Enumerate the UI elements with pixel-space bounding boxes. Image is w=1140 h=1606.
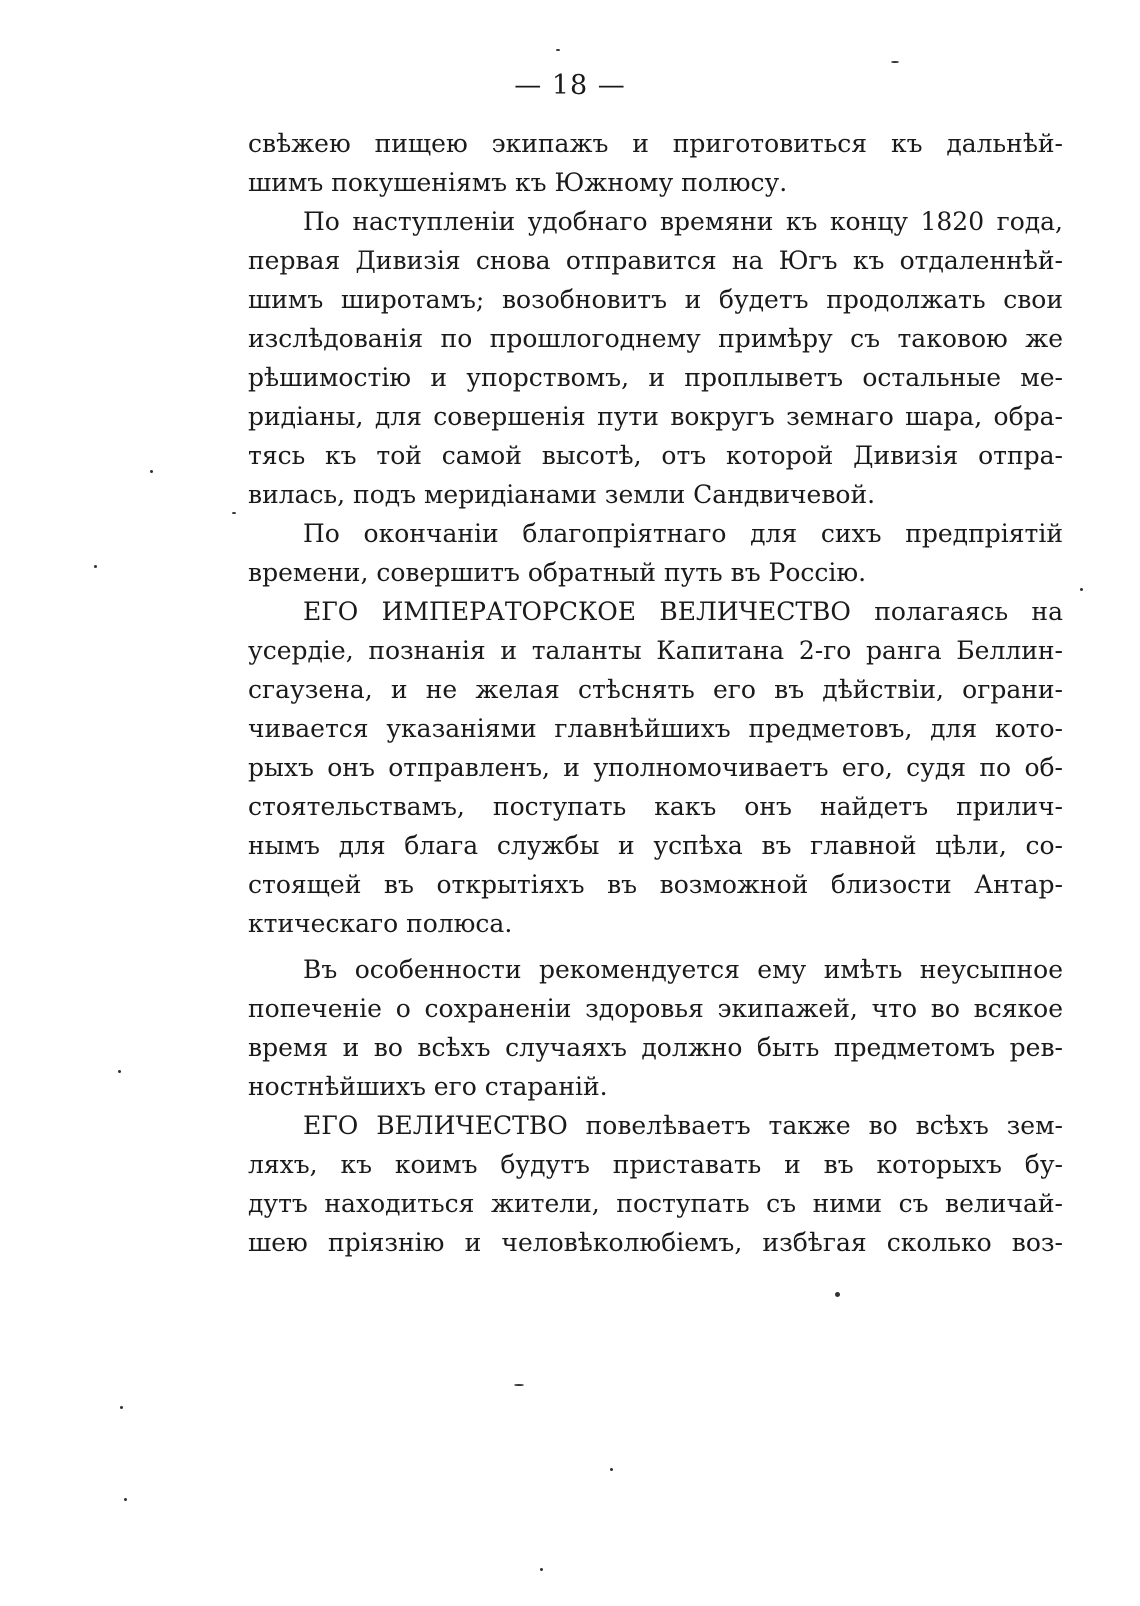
scan-speck bbox=[891, 61, 899, 63]
scan-speck bbox=[120, 1406, 123, 1409]
scan-speck bbox=[124, 1498, 127, 1501]
scan-speck bbox=[514, 1384, 524, 1386]
scan-speck bbox=[556, 49, 560, 51]
text-line: Въ особенности рекомендуется ему имѣть неусыпное bbox=[303, 955, 1063, 984]
text-line: изслѣдованія по прошлогоднему примѣру съ таковою же bbox=[248, 324, 1063, 353]
text-line: первая Дивизія снова отправится на Югъ къ отдаленнѣй- bbox=[248, 246, 1063, 275]
scan-speck bbox=[150, 470, 153, 473]
text-line: ностнѣйшихъ его стараній. bbox=[248, 1072, 608, 1101]
text-line: шимъ покушеніямъ къ Южному полюсу. bbox=[248, 168, 788, 197]
text-line: стоящей въ открытіяхъ въ возможной близости Антар- bbox=[248, 870, 1063, 899]
text-line: вилась, подъ меридіанами земли Сандвичевой. bbox=[248, 480, 876, 509]
text-line: свѣжею пищею экипажъ и приготовиться къ дальнѣй- bbox=[248, 129, 1063, 158]
scan-speck bbox=[1080, 588, 1083, 591]
text-line: сгаузена, и не желая стѣснять его въ дѣйствіи, ограни- bbox=[248, 675, 1063, 704]
text-line: ляхъ, къ коимъ будутъ приставать и въ которыхъ бу- bbox=[248, 1150, 1063, 1179]
page-number: — 18 — bbox=[514, 70, 626, 101]
text-line: шею пріязнію и человѣколюбіемъ, избѣгая сколько воз- bbox=[248, 1228, 1063, 1257]
scan-speck bbox=[610, 1468, 613, 1471]
text-line: чивается указаніями главнѣйшихъ предметовъ, для кото- bbox=[248, 714, 1063, 743]
scan-speck bbox=[232, 512, 236, 514]
text-line: шимъ широтамъ; возобновитъ и будетъ продолжать свои bbox=[248, 285, 1063, 314]
text-line: По наступленіи удобнаго времяни къ концу 1820 года, bbox=[303, 207, 1063, 236]
text-line: дутъ находиться жители, поступать съ ними съ величай- bbox=[248, 1189, 1063, 1218]
text-line: ЕГО ИМПЕРАТОРСКОЕ ВЕЛИЧЕСТВО полагаясь на bbox=[303, 597, 1063, 626]
text-line: ктическаго полюса. bbox=[248, 909, 513, 938]
body-text bbox=[248, 124, 1063, 1262]
text-line: попеченіе о сохраненіи здоровья экипажей, что во всякое bbox=[248, 994, 1063, 1023]
text-line: ридіаны, для совершенія пути вокругъ земнаго шара, обра- bbox=[248, 402, 1063, 431]
scan-speck bbox=[118, 1070, 121, 1073]
text-line: усердіе, познанія и таланты Капитана 2-го ранга Беллин- bbox=[248, 636, 1063, 665]
text-line: рѣшимостію и упорствомъ, и проплыветъ остальные ме- bbox=[248, 363, 1063, 392]
text-line: стоятельствамъ, поступать какъ онъ найдетъ прилич- bbox=[248, 792, 1063, 821]
scan-speck bbox=[540, 1568, 543, 1571]
text-line: ЕГО ВЕЛИЧЕСТВО повелѣваетъ также во всѣхъ зем- bbox=[303, 1111, 1063, 1140]
scan-speck bbox=[835, 1292, 840, 1297]
text-line: времени, совершитъ обратный путь въ Россію. bbox=[248, 558, 867, 587]
scan-speck bbox=[94, 565, 97, 568]
text-line: рыхъ онъ отправленъ, и уполномочиваетъ его, судя по об- bbox=[248, 753, 1063, 782]
text-line: тясь къ той самой высотѣ, отъ которой Дивизія отпра- bbox=[248, 441, 1063, 470]
text-line: нымъ для блага службы и успѣха въ главной цѣли, со- bbox=[248, 831, 1063, 860]
text-line: По окончаніи благопріятнаго для сихъ предпріятій bbox=[303, 519, 1063, 548]
text-line: время и во всѣхъ случаяхъ должно быть предметомъ рев- bbox=[248, 1033, 1063, 1062]
